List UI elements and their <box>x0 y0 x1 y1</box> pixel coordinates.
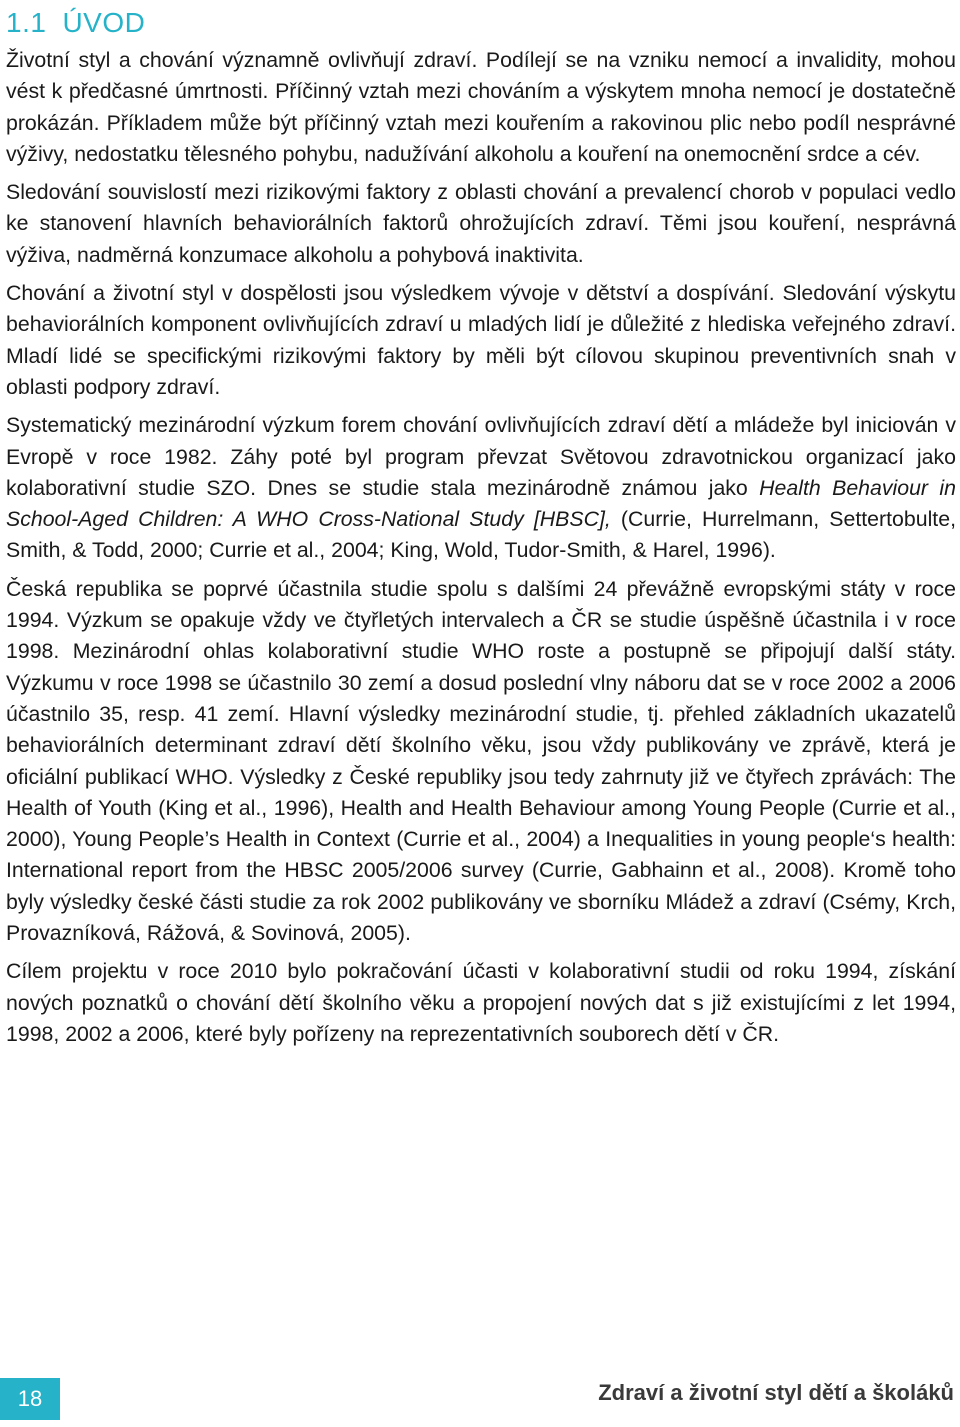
section-heading <box>6 0 956 40</box>
running-footer-title: Zdraví a životní styl dětí a školáků <box>598 1380 954 1405</box>
paragraph-4-text-after: (Currie, Hurrelmann, Settertobulte, Smith, & Todd, 2000; Currie et al., 2004; King, Wold, Tudor-Smith, & Harel, 1996). <box>6 507 956 563</box>
document-page <box>6 0 956 1050</box>
section-number: 1.1 <box>6 7 47 38</box>
paragraph-5: Česká republika se poprvé účastnila studie spolu s dalšími 24 převážně evropskými státy v roce 1994. Výzkum se opakuje vždy ve čtyřletých intervalech a ČR se studie úspěšně účastnila i v roce 1998. Mezinárodní ohlas kolaborativní studie WHO roste a postupně se připojují další státy. Výzkumu v roce 1998 se účastnilo 30 zemí a dosud poslední vlny náboru dat se v roce 2002 a 2006 účastnilo 35, resp. 41 zemí. Hlavní výsledky mezinárodní studie, tj. přehled základních ukazatelů behaviorálních determinant zdraví dětí školního věku, jsou vždy publikovány ve zprávě, která je oficiální publikací WHO. Výsledky z České republiky jsou tedy zahrnuty již ve čtyřech zprávách: The Health of Youth (King et al., 1996), Health and Health Behaviour among Young People (Currie et al., 2000), Young People’s Health in Context (Currie et al., 2004) a Inequalities in young people‘s health: International report from the HBSC 2005/2006 survey (Currie, Gabhainn et al., 2008). Kromě toho byly výsledky české části studie za rok 2002 publikovány ve sborníku Mládež a zdraví (Csémy, Krch, Provazníková, Rážová, & Sovinová, 2005). <box>6 576 956 946</box>
page-number: 18 <box>0 1378 60 1420</box>
study-title-italic: Health Behaviour in School-Aged Children: A WHO Cross-National Study [HBSC], <box>6 475 956 532</box>
paragraph-1: Životní styl a chování významně ovlivňují zdraví. Podílejí se na vzniku nemocí a invalidity, mohou vést k předčasné úmrtnosti. Příčinný vztah mezi chováním a výskytem mnoha nemocí je dostatečně prokázán. Příkladem může být příčinný vztah mezi kouřením a rakovinou plic nebo podíl nesprávné výživy, nedostatku tělesného pohybu, nadužívání alkoholu a kouření na onemocnění srdce a cév. <box>6 48 956 166</box>
paragraph-3: Chování a životní styl v dospělosti jsou výsledkem vývoje v dětství a dospívání. Sledování výskytu behaviorálních komponent ovlivňujících zdraví u mladých lidí je důležité z hlediska veřejného zdraví. Mladí lidé se specifickými rizikovými faktory by měli být cílovou skupinou preventivních snah v oblasti podpory zdraví. <box>6 281 956 399</box>
paragraph-4-text-before: Systematický mezinárodní výzkum forem chování ovlivňujících zdraví dětí a mládeže byl iniciován v Evropě v roce 1982. Záhy poté byl program převzat Světovou zdravotnickou organizací jako kolaborativní studie SZO. Dnes se studie stala mezinárodně známou jako <box>6 413 956 500</box>
section-title: ÚVOD <box>62 7 146 38</box>
paragraph-4 <box>6 410 956 566</box>
paragraph-6: Cílem projektu v roce 2010 bylo pokračování účasti v kolaborativní studii od roku 1994, získání nových poznatků o chování dětí školního věku a propojení nových dat s již existujícími z let 1994, 1998, 2002 a 2006, které byly pořízeny na reprezentativních souborech dětí v ČR. <box>6 959 956 1046</box>
paragraph-2: Sledování souvislostí mezi rizikovými faktory z oblasti chování a prevalencí chorob v populaci vedlo ke stanovení hlavních behaviorálních faktorů ohrožujících zdraví. Těmi jsou kouření, nesprávná výživa, nadměrná konzumace alkoholu a pohybová inaktivita. <box>6 180 956 267</box>
